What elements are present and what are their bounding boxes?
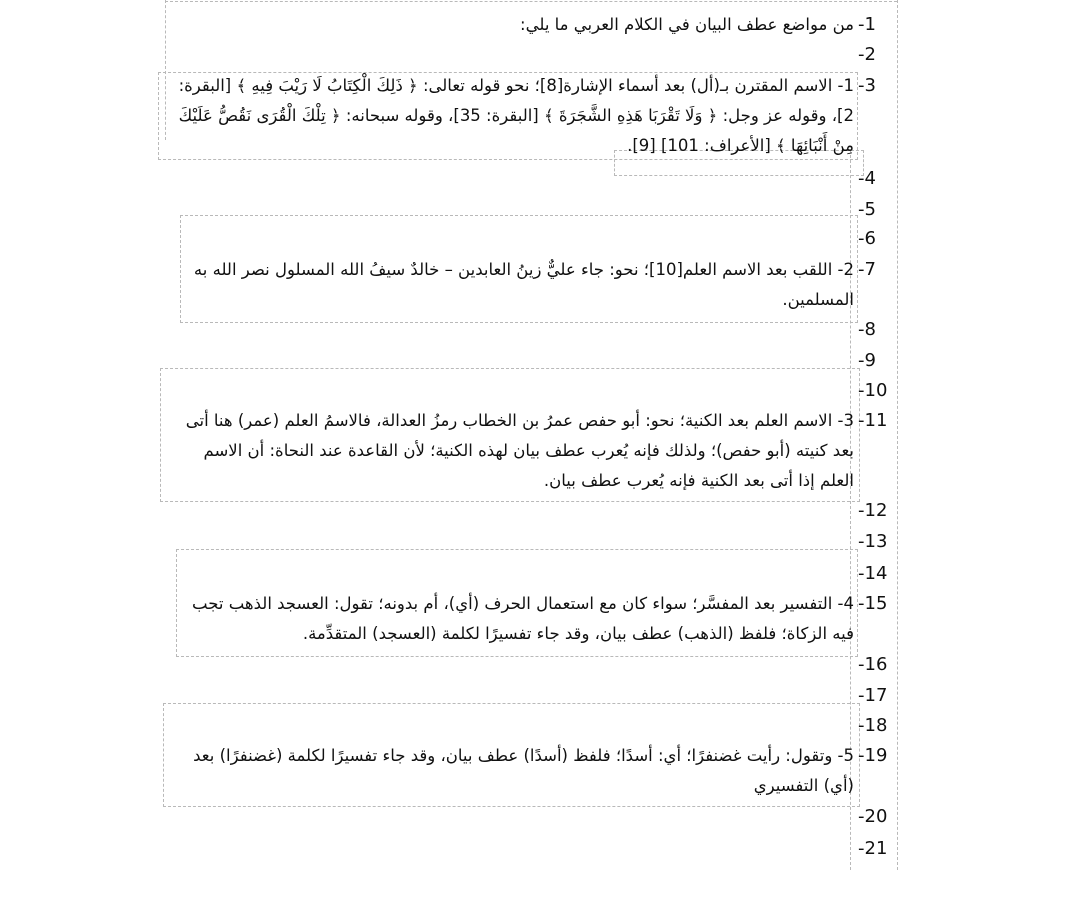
- line-number: -18: [858, 715, 888, 736]
- paragraph-3-line-1: 3- الاسم العلم بعد الكنية؛ نحو: أبو حفص عمرُ بن الخطاب رمزُ العدالة، فالاسمُ العلم (عمر) هنا أتى: [185, 411, 854, 430]
- paragraph-2-line-1: 2- اللقب بعد الاسم العلم[10]؛ نحو: جاء عليٌّ زينُ العابدين – خالدٌ سيفُ الله المسلول نصر الله به: [193, 260, 854, 279]
- paragraph-1-line-3: مِنْ أَنْبَائِهَا ﴾ [الأعراف: 101] [9].: [627, 136, 854, 155]
- line-number: -19: [858, 745, 888, 766]
- line-number: -3: [858, 75, 876, 96]
- paragraph-3-line-2: بعد كنيته (أبو حفص)؛ ولذلك فإنه يُعرب عطف بيان لهذه الكنية؛ لأن القاعدة عند النحاة: أن الاسم: [203, 441, 854, 460]
- line-number: -6: [858, 228, 876, 249]
- line-number: -13: [858, 531, 888, 552]
- line-number: -4: [858, 168, 876, 189]
- paragraph-4-line-2: فيه الزكاة؛ فلفظ (الذهب) عطف بيان، وقد جاء تفسيرًا لكلمة (العسجد) المتقدِّمة.: [302, 624, 854, 643]
- line-number: -10: [858, 380, 888, 401]
- line-number: -5: [858, 199, 876, 220]
- line-number: -17: [858, 685, 888, 706]
- intro-line: من مواضع عطف البيان في الكلام العربي ما يلي:: [520, 15, 854, 34]
- line-number: -11: [858, 410, 888, 431]
- top-guide: [165, 1, 897, 2]
- paragraph-2-line-2: المسلمين.: [782, 290, 854, 309]
- line-number: -7: [858, 259, 876, 280]
- line-number: -16: [858, 654, 888, 675]
- line-number: -12: [858, 500, 888, 521]
- paragraph-1-line-2: 2]، وقوله عز وجل: ﴿ وَلَا تَقْرَبَا هَذِهِ الشَّجَرَةَ ﴾ [البقرة: 35]، وقوله سبحانه: ﴿ تِلْكَ الْقُرَى نَقُصُّ عَلَيْكَ: [178, 106, 854, 125]
- line-number: -2: [858, 44, 876, 65]
- line-number: -8: [858, 319, 876, 340]
- paragraph-3-line-3: العلم إذا أتى بعد الكنية فإنه يُعرب عطف بيان.: [543, 471, 854, 490]
- paragraph-1-line-1: 1- الاسم المقترن بـ(أل) بعد أسماء الإشارة[8]؛ نحو قوله تعالى: ﴿ ذَلِكَ الْكِتَابُ لَا رَيْبَ فِيهِ ﴾ [البقرة:: [178, 76, 854, 95]
- paragraph-5-line-1: 5- وتقول: رأيت غضنفرًا؛ أي: أسدًا؛ فلفظ (أسدًا) عطف بيان، وقد جاء تفسيرًا لكلمة (غضنفرًا) بعد: [193, 746, 854, 765]
- line-number: -14: [858, 563, 888, 584]
- paragraph-5-line-2: (أي) التفسيري: [753, 776, 854, 795]
- outer-right-guide: [897, 0, 898, 870]
- line-number: -9: [858, 350, 876, 371]
- paragraph-4-line-1: 4- التفسير بعد المفسَّر؛ سواء كان مع استعمال الحرف (أي)، أم بدونه؛ تقول: العسجد الذهب تجب: [192, 594, 854, 613]
- line-number: -1: [858, 14, 876, 35]
- outer-left-guide: [165, 0, 166, 140]
- line-number: -21: [858, 838, 888, 859]
- line-number: -20: [858, 806, 888, 827]
- line-number: -15: [858, 593, 888, 614]
